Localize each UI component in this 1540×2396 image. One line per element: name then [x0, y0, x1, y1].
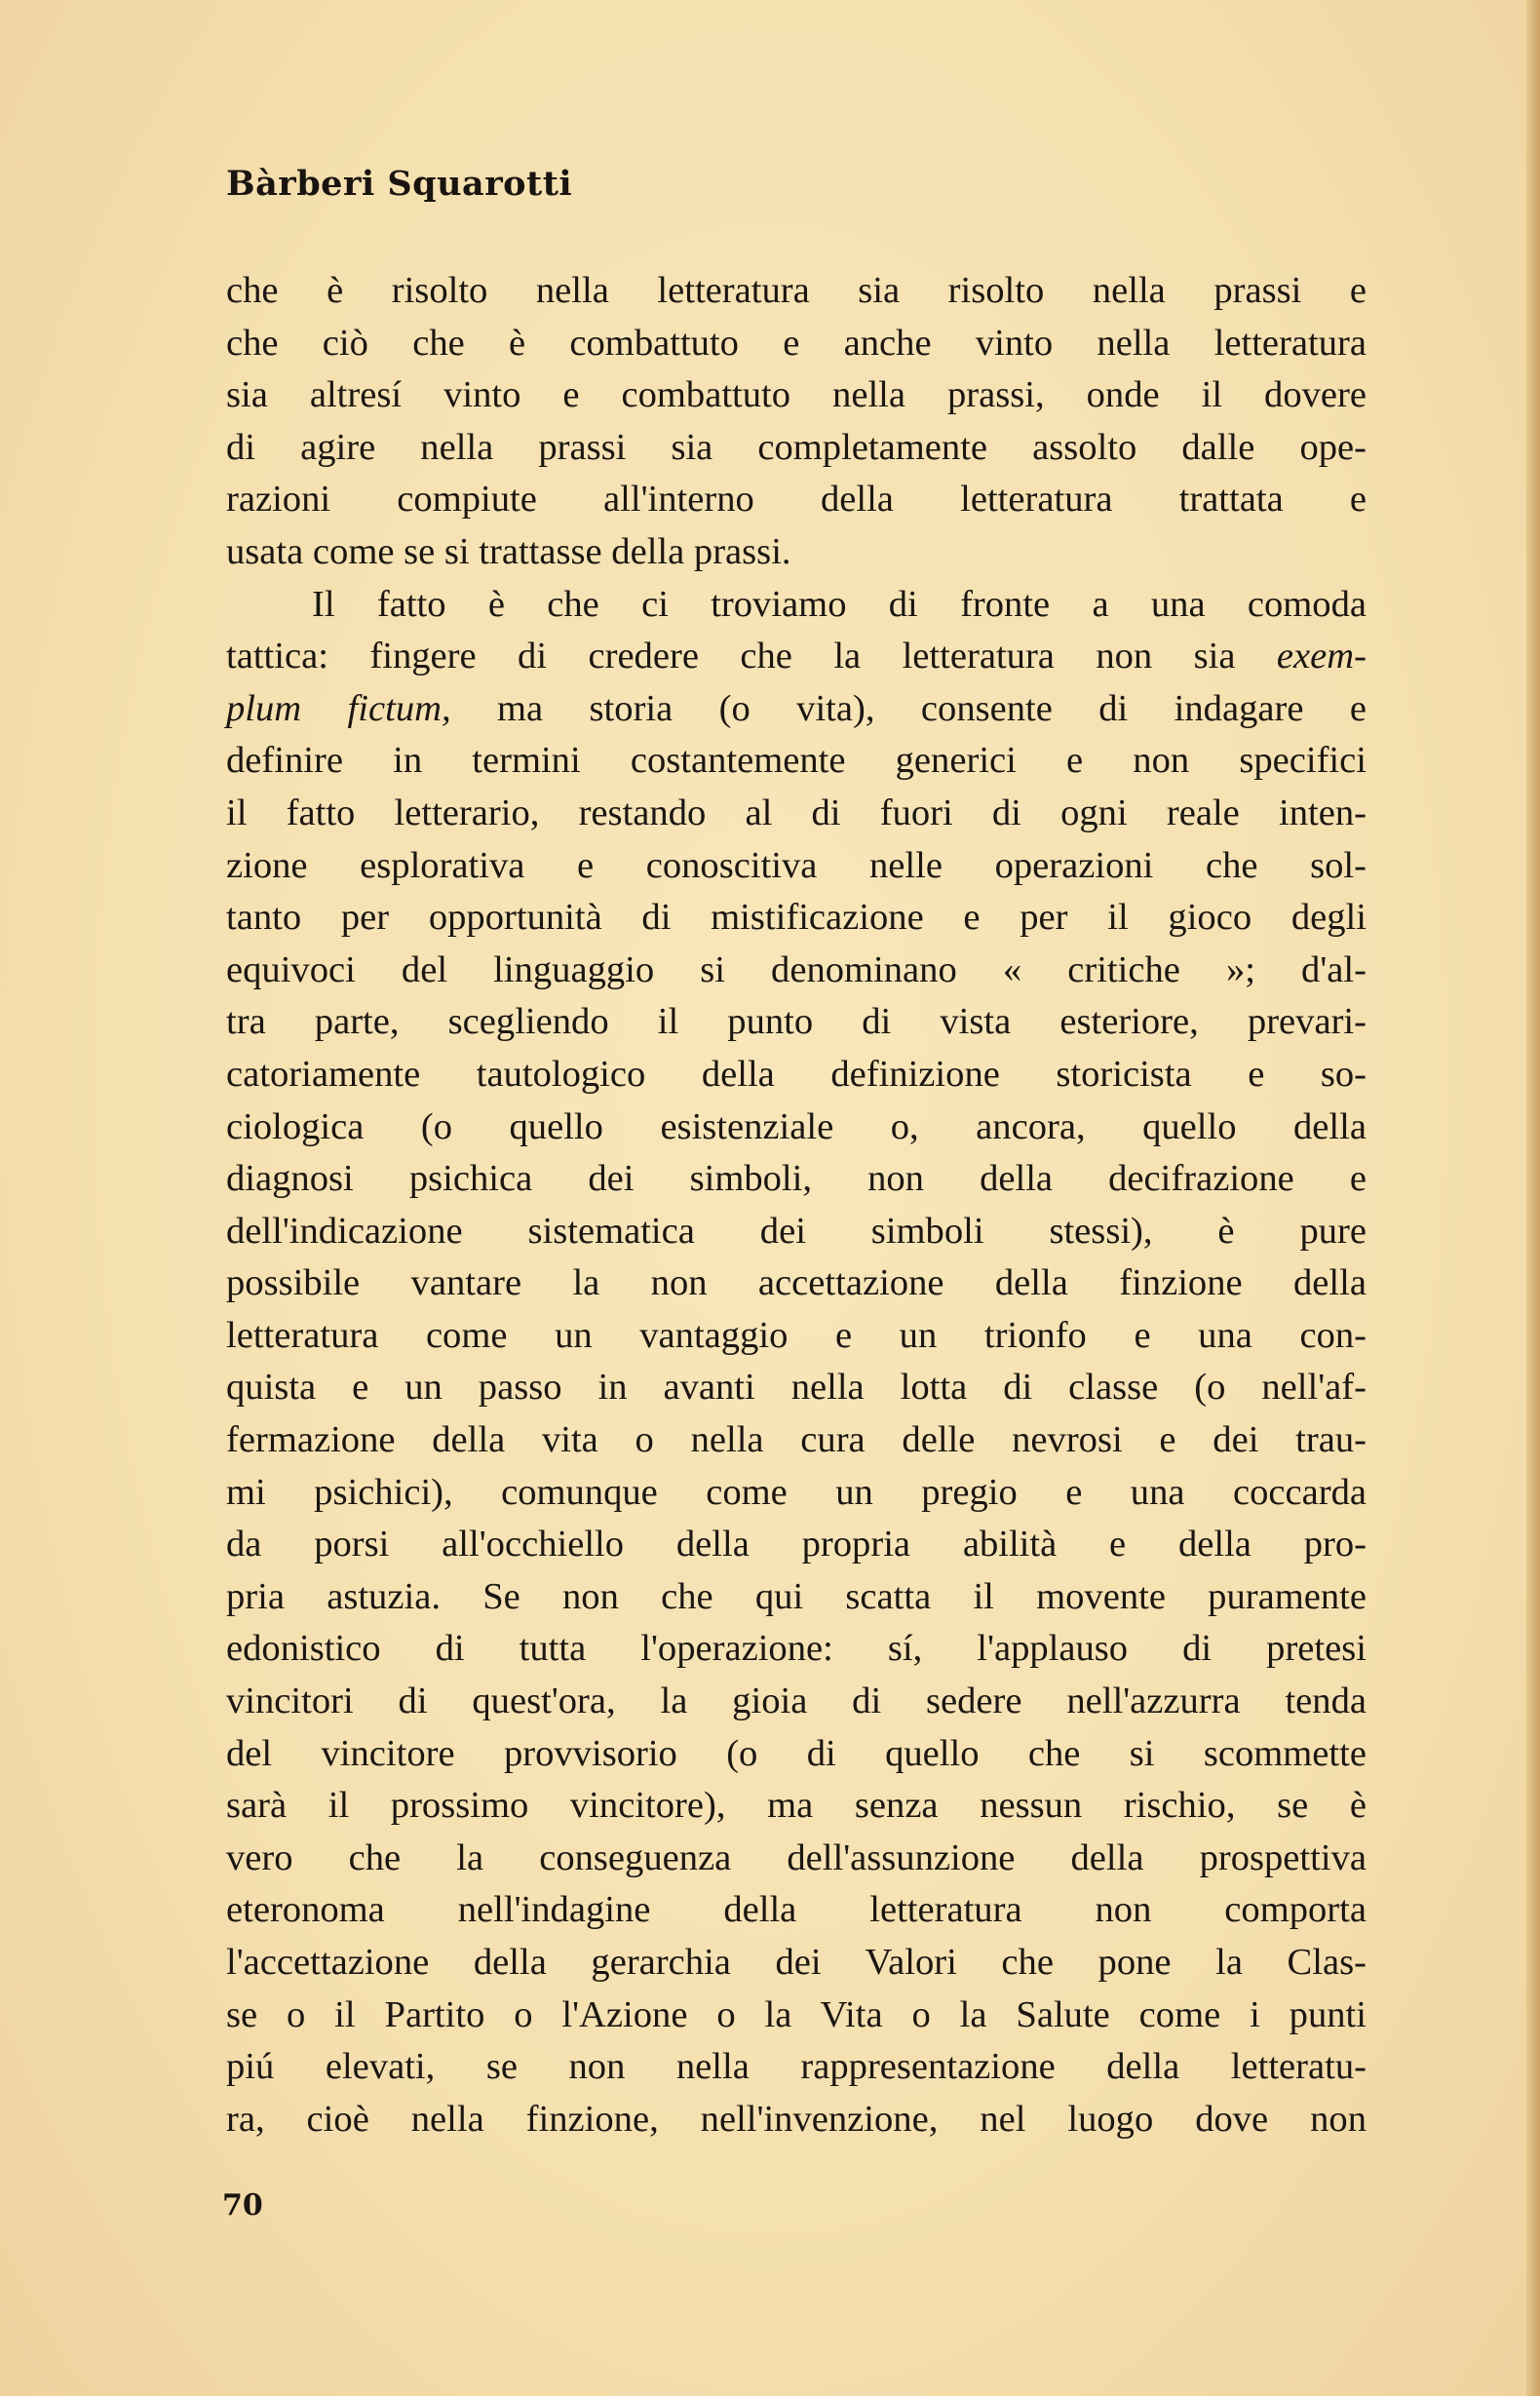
body-text	[226, 265, 1367, 2145]
text-line: che è risolto nella letteratura sia risolto nella prassi e	[226, 270, 1367, 311]
text-line: sarà il prossimo vincitore), ma senza nessun rischio, se è	[226, 1785, 1367, 1827]
italic-segment: plum fictum,	[226, 687, 451, 729]
text-line: se o il Partito o l'Azione o la Vita o la Salute come i punti	[226, 1993, 1367, 2035]
text-line: vero che la conseguenza dell'assunzione della prospettiva	[226, 1836, 1367, 1878]
text-line: equivoci del linguaggio si denominano « critiche »; d'al-	[226, 948, 1367, 990]
text-line: razioni compiute all'interno della letteratura trattata e	[226, 479, 1367, 521]
text-line: catoriamente tautologico della definizione storicista e so-	[226, 1053, 1367, 1095]
text-line: di agire nella prassi sia completamente assolto dalle ope-	[226, 426, 1367, 468]
text-line: vincitori di quest'ora, la gioia di sedere nell'azzurra tenda	[226, 1681, 1367, 1722]
text-line: fermazione della vita o nella cura delle nevrosi e dei trau-	[226, 1419, 1367, 1461]
text-segment: tattica: fingere di credere che la letteratura non sia	[226, 636, 1277, 677]
text-line: Il fatto è che ci troviamo di fronte a una comoda	[312, 583, 1367, 625]
text-line: che ciò che è combattuto e anche vinto nella letteratura	[226, 322, 1367, 364]
text-line: pria astuzia. Se non che qui scatta il movente puramente	[226, 1575, 1367, 1617]
text-line: tra parte, scegliendo il punto di vista esteriore, prevari-	[226, 1001, 1367, 1043]
italic-segment: exem-	[1276, 636, 1367, 677]
text-line: ra, cioè nella finzione, nell'invenzione, nel luogo dove non	[226, 2098, 1367, 2140]
text-line: possibile vantare la non accettazione della finzione della	[226, 1262, 1367, 1304]
text-line	[226, 683, 1367, 736]
text-line	[226, 631, 1367, 683]
text-line: eteronoma nell'indagine della letteratura non comporta	[226, 1889, 1367, 1931]
text-line: piú elevati, se non nella rappresentazione della letteratu-	[226, 2046, 1367, 2088]
text-line: sia altresí vinto e combattuto nella prassi, onde il dovere	[226, 374, 1367, 416]
text-line: dell'indicazione sistematica dei simboli stessi), è pure	[226, 1210, 1367, 1252]
text-line: da porsi all'occhiello della propria abilità e della pro-	[226, 1524, 1367, 1565]
text-line: zione esplorativa e conoscitiva nelle operazioni che sol-	[226, 844, 1367, 886]
text-line: definire in termini costantemente generici e non specifici	[226, 740, 1367, 782]
text-line: diagnosi psichica dei simboli, non della decifrazione e	[226, 1158, 1367, 1200]
text-line: edonistico di tutta l'operazione: sí, l'applauso di pretesi	[226, 1628, 1367, 1670]
text-line: mi psichici), comunque come un pregio e una coccarda	[226, 1471, 1367, 1513]
text-line: il fatto letterario, restando al di fuori di ogni reale inten-	[226, 792, 1367, 833]
text-line: quista e un passo in avanti nella lotta di classe (o nell'af-	[226, 1367, 1367, 1409]
text-line: ciologica (o quello esistenziale o, ancora, quello della	[226, 1105, 1367, 1147]
page-number: 70	[222, 2188, 263, 2222]
text-line: usata come se si trattasse della prassi.	[226, 530, 791, 572]
page-edge	[1526, 0, 1540, 2396]
text-line: del vincitore provvisorio (o di quello che si scommette	[226, 1732, 1367, 1774]
running-head: Bàrberi Squarotti	[226, 164, 573, 204]
text-line: tanto per opportunità di mistificazione e per il gioco degli	[226, 897, 1367, 939]
text-line: letteratura come un vantaggio e un trionfo e una con-	[226, 1314, 1367, 1356]
text-line: l'accettazione della gerarchia dei Valori che pone la Clas-	[226, 1942, 1367, 1983]
text-segment: ma storia (o vita), consente di indagare e	[450, 687, 1367, 729]
